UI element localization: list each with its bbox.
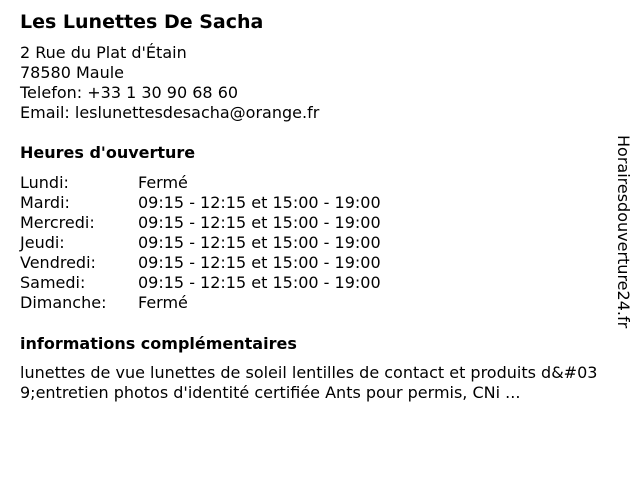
hours-row-wednesday [20, 213, 610, 233]
day-hours: 09:15 - 12:15 et 15:00 - 19:00 [138, 273, 381, 292]
day-hours: Fermé [138, 293, 188, 312]
day-hours: 09:15 - 12:15 et 15:00 - 19:00 [138, 213, 381, 232]
address-city: 78580 Maule [20, 63, 125, 82]
day-hours: 09:15 - 12:15 et 15:00 - 19:00 [138, 233, 381, 252]
hours-row-thursday [20, 233, 610, 253]
phone-line [20, 83, 610, 103]
hours-row-monday [20, 173, 610, 193]
business-name: Les Lunettes De Sacha [20, 11, 264, 33]
day-label: Dimanche: [20, 293, 107, 312]
day-label: Vendredi: [20, 253, 96, 272]
day-label: Jeudi: [20, 233, 65, 252]
additional-info-text: lunettes de vue lunettes de soleil lentilles de contact et produits d&#039;entretien photos d'identité certifiée Ants pour permis, CNi ... [20, 363, 598, 402]
business-card [20, 10, 610, 403]
hours-row-tuesday [20, 193, 610, 213]
hours-row-saturday [20, 273, 610, 293]
phone-number[interactable]: +33 1 30 90 68 60 [87, 83, 239, 102]
day-label: Mercredi: [20, 213, 95, 232]
hours-row-sunday [20, 293, 610, 313]
day-hours: Fermé [138, 173, 188, 192]
day-label: Samedi: [20, 273, 86, 292]
email-line [20, 103, 610, 123]
opening-hours-table [20, 173, 610, 313]
email-address[interactable]: leslunettesdesacha@orange.fr [74, 103, 320, 122]
day-label: Mardi: [20, 193, 70, 212]
day-label: Lundi: [20, 173, 69, 192]
additional-info-heading: informations complémentaires [20, 334, 297, 353]
day-hours: 09:15 - 12:15 et 15:00 - 19:00 [138, 253, 381, 272]
phone-label: Telefon: [20, 83, 83, 102]
hours-row-friday [20, 253, 610, 273]
site-watermark: Horairesdouverture24.fr [614, 135, 633, 329]
opening-hours-heading: Heures d'ouverture [20, 143, 196, 162]
address-block [20, 43, 610, 123]
address-street: 2 Rue du Plat d'Étain [20, 43, 187, 62]
day-hours: 09:15 - 12:15 et 15:00 - 19:00 [138, 193, 381, 212]
email-label: Email: [20, 103, 70, 122]
